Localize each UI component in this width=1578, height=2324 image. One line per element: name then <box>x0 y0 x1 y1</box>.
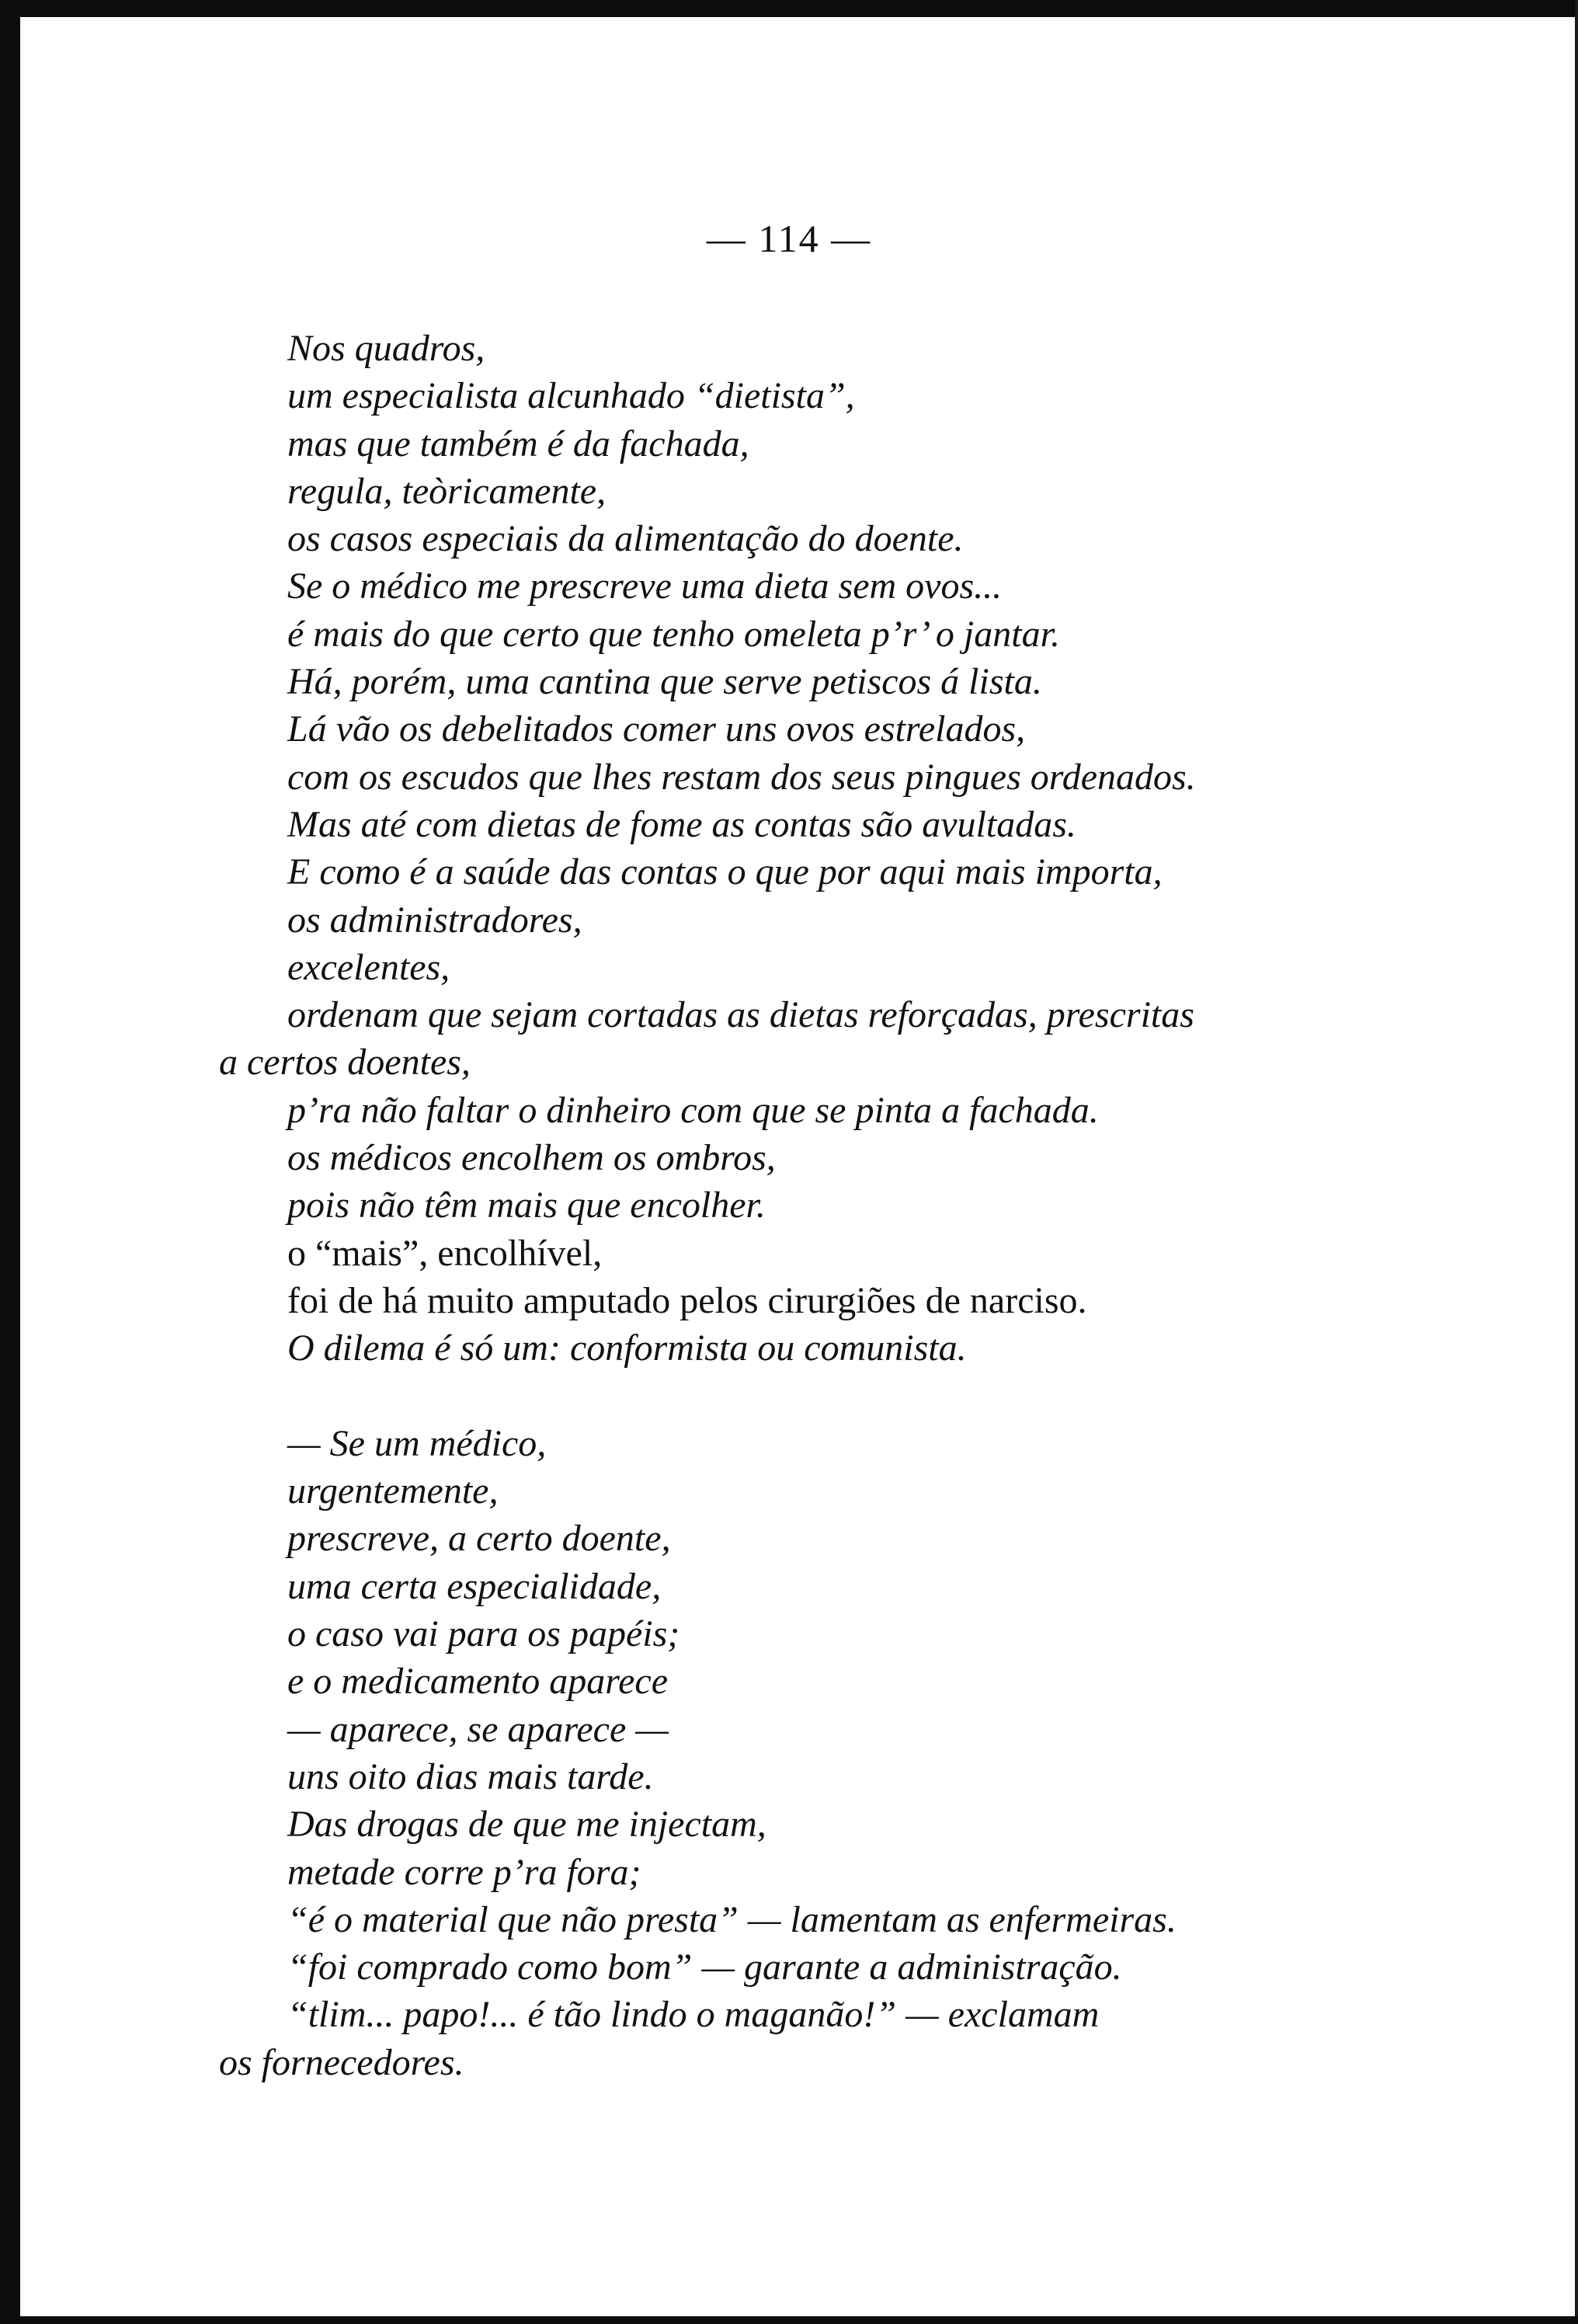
poem-line: ordenam que sejam cortadas as dietas reforçadas, prescritas <box>287 994 1194 1036</box>
poem-line: “é o material que não presta” — lamentam as enfermeiras. <box>287 1898 1177 1940</box>
scan-border-right <box>1575 0 1578 2324</box>
poem-line: p’ra não faltar o dinheiro com que se pinta a fachada. <box>287 1089 1099 1131</box>
poem-line-roman: o “mais”, encolhível, <box>287 1232 603 1274</box>
poem-line: pois não têm mais que encolher. <box>287 1185 766 1226</box>
poem-line: uns oito dias mais tarde. <box>287 1755 654 1797</box>
poem-line: metade corre p’ra fora; <box>287 1851 641 1893</box>
poem-line: com os escudos que lhes restam dos seus pingues ordenados. <box>287 756 1196 798</box>
poem-line: prescreve, a certo doente, <box>287 1518 671 1560</box>
poem-body <box>219 325 1499 2086</box>
poem-line: “tlim... papo!... é tão lindo o maganão!” — exclamam <box>287 1994 1100 2036</box>
poem-line: Das drogas de que me injectam, <box>287 1804 766 1846</box>
stanza-break <box>287 1372 1499 1420</box>
poem-line: os casos especiais da alimentação do doente. <box>287 518 964 560</box>
poem-line: — Se um médico, <box>287 1422 547 1464</box>
poem-line: urgentemente, <box>287 1470 499 1512</box>
poem-line: mas que também é da fachada, <box>287 423 749 464</box>
poem-line: os médicos encolhem os ombros, <box>287 1137 776 1179</box>
poem-line-outdented: os fornecedores. <box>219 2041 464 2083</box>
poem-line: os administradores, <box>287 899 582 941</box>
poem-line: Lá vão os debelitados comer uns ovos estrelados, <box>287 708 1026 750</box>
poem-line: — aparece, se aparece — <box>287 1708 669 1750</box>
poem-line: o caso vai para os papéis; <box>287 1613 680 1655</box>
scan-border-bottom <box>0 2316 1578 2324</box>
poem-line: um especialista alcunhado “dietista”, <box>287 375 855 417</box>
scan-border-left <box>0 0 20 2324</box>
poem-line: excelentes, <box>287 946 450 988</box>
poem-line-outdented: a certos doentes, <box>219 1042 471 1084</box>
poem-line: e o medicamento aparece <box>287 1661 669 1703</box>
poem-line: Nos quadros, <box>287 328 485 369</box>
poem-line: uma certa especialidade, <box>287 1565 662 1607</box>
poem-line: Há, porém, uma cantina que serve petiscos á lista. <box>287 661 1042 703</box>
scan-border-top <box>0 0 1578 17</box>
poem-line-roman: foi de há muito amputado pelos cirurgiões de narciso. <box>287 1279 1087 1321</box>
poem-line: regula, teòricamente, <box>287 470 607 512</box>
poem-line: O dilema é só um: conformista ou comunista. <box>287 1327 967 1369</box>
poem-line: é mais do que certo que tenho omeleta p’r’ o jantar. <box>287 613 1060 655</box>
page-number: — 114 — <box>706 217 872 260</box>
poem-line: Mas até com dietas de fome as contas são avultadas. <box>287 803 1076 845</box>
poem-line: E como é a saúde das contas o que por aqui mais importa, <box>287 851 1163 893</box>
poem-line: Se o médico me prescreve uma dieta sem ovos... <box>287 565 1003 607</box>
poem-line: “foi comprado como bom” — garante a administração. <box>287 1947 1122 1988</box>
